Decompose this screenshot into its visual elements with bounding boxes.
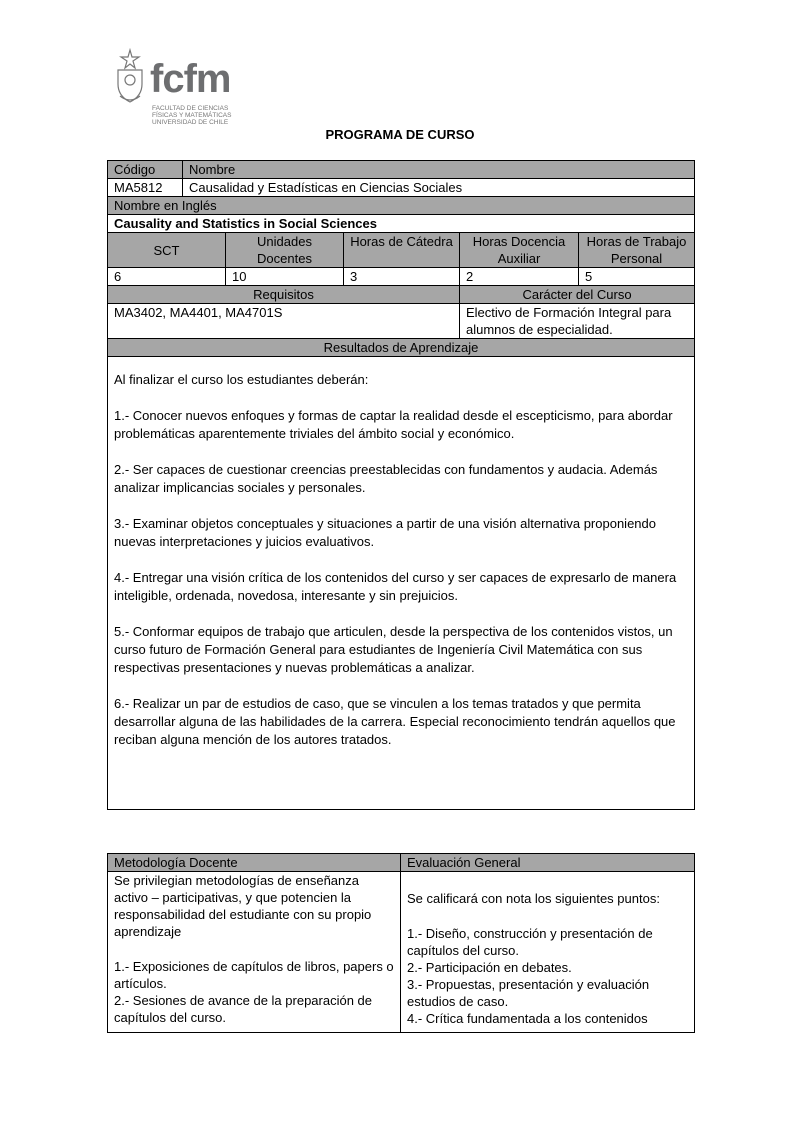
hours-header-lecture: Horas de Cátedra <box>344 233 460 268</box>
course-name: Causalidad y Estadísticas en Ciencias Sociales <box>183 179 695 197</box>
result-item-2: 2.- Ser capaces de cuestionar creencias preestablecidas con fundamentos y audacia. Además analizar implicancias sociales y personales. <box>114 462 658 495</box>
evaluation-label: Evaluación General <box>401 854 695 872</box>
requirements-label: Requisitos <box>108 286 460 304</box>
methodology-intro: Se privilegian metodologías de enseñanza activo – participativas, y que potencien la responsabilidad del estudiante con su propio aprendizaje <box>114 873 372 939</box>
hours-header-auxiliary: Horas Docencia Auxiliar <box>460 233 579 268</box>
requirements-value: MA3402, MA4401, MA4701S <box>108 304 460 339</box>
code-label: Código <box>108 161 183 179</box>
result-item-1: 1.- Conocer nuevos enfoques y formas de captar la realidad desde el escepticismo, para abordar problemáticas aparentemente triviales del ámbito social y económico. <box>114 408 673 441</box>
logo-wordmark: fcfm <box>150 57 231 101</box>
result-item-6: 6.- Realizar un par de estudios de caso, que se vinculen a los temas tratados y que permita desarrollar alguna de las habilidades de la carrera. Especial reconocimiento tendrán aquellos que reciban alguna mención de los autores tratados. <box>114 696 676 747</box>
logo-subtitle-3: UNIVERSIDAD DE CHILE <box>152 119 229 126</box>
evaluation-content <box>401 872 695 1033</box>
methodology-label: Metodología Docente <box>108 854 401 872</box>
result-item-4: 4.- Entregar una visión crítica de los contenidos del curso y ser capaces de expresarlo de manera inteligible, ordenada, novedosa, interesante y sin prejuicios. <box>114 570 677 603</box>
hours-value-personal: 5 <box>579 268 695 286</box>
hours-value-units: 10 <box>226 268 344 286</box>
hours-header-sct: SCT <box>108 233 226 268</box>
result-item-5: 5.- Conformar equipos de trabajo que articulen, desde la perspectiva de los contenidos vistos, un curso futuro de Formación General para estudiantes de Ingeniería Civil Matemática con sus respectivas presentaciones y nuevas problemáticas a analizar. <box>114 624 673 675</box>
fcfm-logo <box>112 48 252 130</box>
evaluation-item-1: 1.- Diseño, construcción y presentación de capítulos del curso. <box>407 926 653 958</box>
results-intro: Al finalizar el curso los estudiantes deberán: <box>114 372 369 387</box>
evaluation-intro: Se calificará con nota los siguientes puntos: <box>407 891 660 906</box>
result-item-3: 3.- Examinar objetos conceptuales y situaciones a partir de una visión alternativa proponiendo nuevas interpretaciones y juicios evaluativos. <box>114 516 656 549</box>
evaluation-item-2: 2.- Participación en debates. <box>407 960 572 975</box>
evaluation-item-3: 3.- Propuestas, presentación y evaluación estudios de caso. <box>407 977 650 1009</box>
methodology-evaluation-table <box>107 853 695 1033</box>
course-code: MA5812 <box>108 179 183 197</box>
character-label: Carácter del Curso <box>460 286 695 304</box>
methodology-content <box>108 872 401 1033</box>
results-label: Resultados de Aprendizaje <box>108 339 695 357</box>
english-name: Causality and Statistics in Social Sciences <box>108 215 695 233</box>
logo-subtitle-1: FACULTAD DE CIENCIAS <box>152 105 229 112</box>
page-title: PROGRAMA DE CURSO <box>325 127 475 142</box>
english-name-label: Nombre en Inglés <box>108 197 695 215</box>
university-seal-icon <box>118 50 142 102</box>
hours-value-sct: 6 <box>108 268 226 286</box>
methodology-item-1: 1.- Exposiciones de capítulos de libros, papers o artículos. <box>114 959 394 991</box>
evaluation-item-4: 4.- Crítica fundamentada a los contenidos <box>407 1011 648 1026</box>
character-value: Electivo de Formación Integral para alumnos de especialidad. <box>460 304 695 339</box>
course-table <box>107 160 695 810</box>
hours-value-lecture: 3 <box>344 268 460 286</box>
results-content <box>108 357 695 810</box>
methodology-item-2: 2.- Sesiones de avance de la preparación de capítulos del curso. <box>114 993 373 1025</box>
hours-header-personal: Horas de Trabajo Personal <box>579 233 695 268</box>
hours-header-units: Unidades Docentes <box>226 233 344 268</box>
name-label: Nombre <box>183 161 695 179</box>
hours-value-auxiliary: 2 <box>460 268 579 286</box>
logo-subtitle-2: FÍSICAS Y MATEMÁTICAS <box>152 112 232 119</box>
